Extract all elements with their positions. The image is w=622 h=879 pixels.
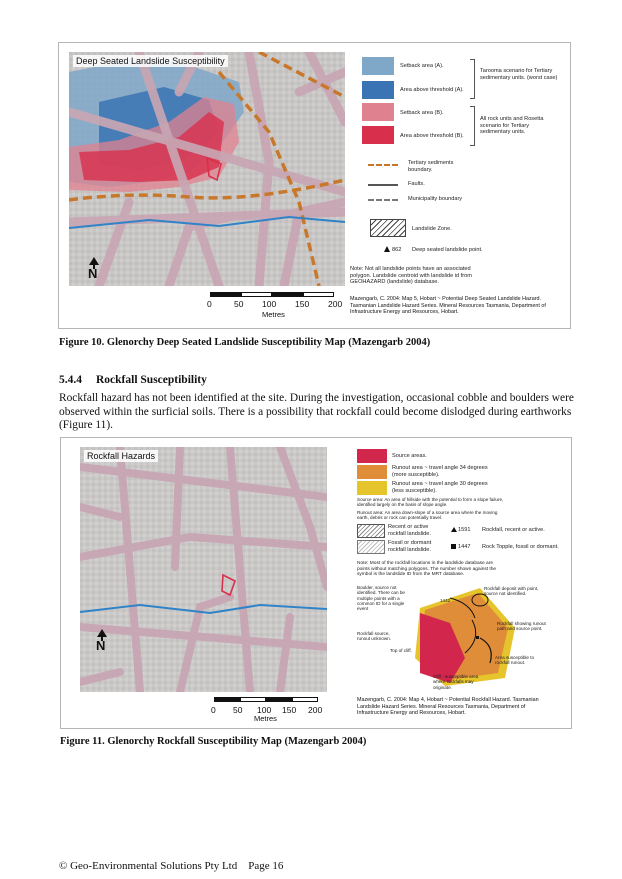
- legend-setback-b: Setback area (B).: [400, 110, 444, 116]
- hatch-swatch-icon: [357, 540, 385, 554]
- bracket-b: [470, 106, 475, 146]
- scale-tick: 50: [234, 299, 244, 309]
- swatch-source-areas: [357, 449, 387, 463]
- swatch-tertiary: [368, 164, 398, 166]
- figure-11-map: [80, 447, 327, 692]
- scale-tick: 200: [308, 705, 323, 715]
- diagram-deposit: Rockfall deposit with point, source not identified.: [484, 586, 539, 597]
- map-title: Deep Seated Landslide Susceptibility: [73, 55, 228, 67]
- scale-tick: 100: [262, 299, 277, 309]
- swatch-runout-34: [357, 465, 387, 479]
- legend-bracket-a: Tarooma scenario for Tertiary sedimentary units. (worst case): [480, 68, 558, 81]
- hatch-swatch-icon: [357, 524, 385, 538]
- legend-tertiary: Tertiary sediments boundary.: [408, 160, 454, 173]
- legend-pt2-id: 1447: [458, 544, 471, 550]
- section-paragraph: Rockfall hazard has not been identified at the site. During the investigation, occasional cobble and boulders were observed within the surficial soils. There is a possibility that rockfall could become dislodged during earthworks (Figure 11).: [59, 392, 574, 431]
- source-citation: Mazengarb, C. 2004: Map 4, Hobart ~ Potential Rockfall Hazard. Tasmanian Landslide Hazard Series. Mineral Resources Tasmania, Department of Infrastructure Energy and Resources, Hobart.: [357, 697, 539, 716]
- diagram-top: Top of cliff.: [390, 648, 412, 653]
- triangle-point-icon: [451, 527, 457, 532]
- scale-segment: [241, 292, 272, 297]
- scale-tick: 0: [207, 299, 212, 309]
- scale-segment: [303, 292, 334, 297]
- swatch-municipality: [368, 199, 398, 201]
- scale-segment: [240, 697, 266, 702]
- legend-note: Note: Not all landslide points have an associated polygon. Landslide centroid with landslide id from GEOHAZARD (landslide) database.: [350, 266, 472, 286]
- scale-units: Metres: [254, 714, 277, 723]
- legend-municipality: Municipality boundary: [408, 196, 463, 202]
- swatch-setback-a: [362, 57, 394, 75]
- scale-segment: [272, 292, 303, 297]
- legend-point-label: Deep seated landslide point.: [412, 247, 483, 253]
- section-heading: [59, 374, 207, 386]
- legend-source-areas: Source areas.: [392, 453, 427, 459]
- legend-setback-a: Setback area (A).: [400, 63, 444, 69]
- diagram-showing: Rockfall showing runout path and source point.: [497, 621, 546, 632]
- legend-bracket-b: All rock units and Rosetta scenario for Tertiary sedimentary units.: [480, 116, 544, 136]
- legend-note: Note: Most of the rockfall locations in the landslide database are points without matching polygons. The number shown against the symbol is the landslide ID from the MRT database.: [357, 561, 497, 578]
- diagram-source: Rockfall source, runout unknown.: [357, 631, 391, 642]
- north-label: N: [96, 638, 106, 653]
- triangle-point-icon: [384, 246, 390, 252]
- footer-copyright: © Geo-Environmental Solutions Pty Ltd: [59, 860, 238, 872]
- scale-tick: 200: [328, 299, 343, 309]
- swatch-faults: [368, 184, 398, 186]
- diagram-cliff: Cliff - susceptible area where rockfalls may originate.: [433, 674, 479, 690]
- legend-point-id: 862: [392, 247, 402, 253]
- scale-tick: 100: [257, 705, 272, 715]
- legend-pt1-label: Rockfall, recent or active.: [482, 527, 545, 533]
- footer-page-number: Page 16: [248, 860, 284, 872]
- page-footer: [59, 860, 283, 872]
- legend-source-def: Source area: An area of hillside with the potential to form a slope failure, identified largely on the basis of slope angle.: [357, 497, 504, 508]
- swatch-above-a: [362, 81, 394, 99]
- legend-above-b: Area above threshold (B).: [400, 133, 464, 139]
- legend-pt1-id: 1591: [458, 527, 471, 533]
- scale-tick: 0: [211, 705, 216, 715]
- scale-segment: [292, 697, 318, 702]
- legend-pt2-label: Rock Topple, fossil or dormant.: [482, 544, 559, 550]
- bracket-a: [470, 59, 475, 99]
- section-title: Rockfall Susceptibility: [96, 374, 207, 386]
- source-citation: Mazengarb, C. 2004: Map 5, Hobart ~ Potential Deep Seated Landslide Hazard. Tasmanian Landslide Hazard Series. Mineral Resources Tasmania, Department of Infrastructure Energy and Resources, Hobart.: [350, 296, 546, 315]
- legend-faults: Faults.: [408, 181, 425, 187]
- legend-above-a: Area above threshold (A).: [400, 87, 464, 93]
- hatch-swatch-icon: [370, 219, 406, 237]
- scale-tick: 50: [233, 705, 243, 715]
- figure-caption: Figure 11. Glenorchy Rockfall Susceptibility Map (Mazengarb 2004): [60, 736, 367, 747]
- scale-segment: [214, 697, 240, 702]
- square-point-icon: [451, 544, 456, 549]
- scale-segment: [210, 292, 241, 297]
- section-number: 5.4.4: [59, 374, 82, 386]
- scale-units: Metres: [262, 310, 285, 319]
- swatch-above-b: [362, 126, 394, 144]
- diagram-id: 1442: [440, 598, 451, 603]
- legend-landslide-zone: Landslide Zone.: [412, 226, 452, 232]
- scale-segment: [266, 697, 292, 702]
- figure-10-map: [69, 52, 345, 286]
- north-label: N: [88, 266, 98, 281]
- scale-tick: 150: [295, 299, 310, 309]
- figure-caption: Figure 10. Glenorchy Deep Seated Landslide Susceptibility Map (Mazengarb 2004): [59, 337, 431, 348]
- legend-runout-def: Runout area: An area down-slope of a source area where the moving earth, debris or rock can potentially travel.: [357, 510, 498, 521]
- legend-recent: Recent or active rockfall landslide.: [388, 524, 431, 537]
- legend-fossil: Fossil or dormant rockfall landslide.: [388, 540, 432, 553]
- map-10-canvas: [69, 52, 345, 286]
- legend-runout-34: Runout area ~ travel angle 34 degrees (more susceptible).: [392, 465, 488, 478]
- swatch-setback-b: [362, 103, 394, 121]
- legend-runout-30: Runout area ~ travel angle 30 degrees (less susceptible).: [392, 481, 488, 494]
- scale-tick: 150: [282, 705, 297, 715]
- diagram-susceptible: Area susceptible to rockfall runout.: [495, 655, 535, 666]
- diagram-boulder: Boulder, source not identified. There can be multiple points with a common ID for a single event: [357, 585, 405, 612]
- swatch-runout-30: [357, 481, 387, 495]
- map-title: Rockfall Hazards: [84, 450, 158, 462]
- map-11-canvas: [80, 447, 327, 692]
